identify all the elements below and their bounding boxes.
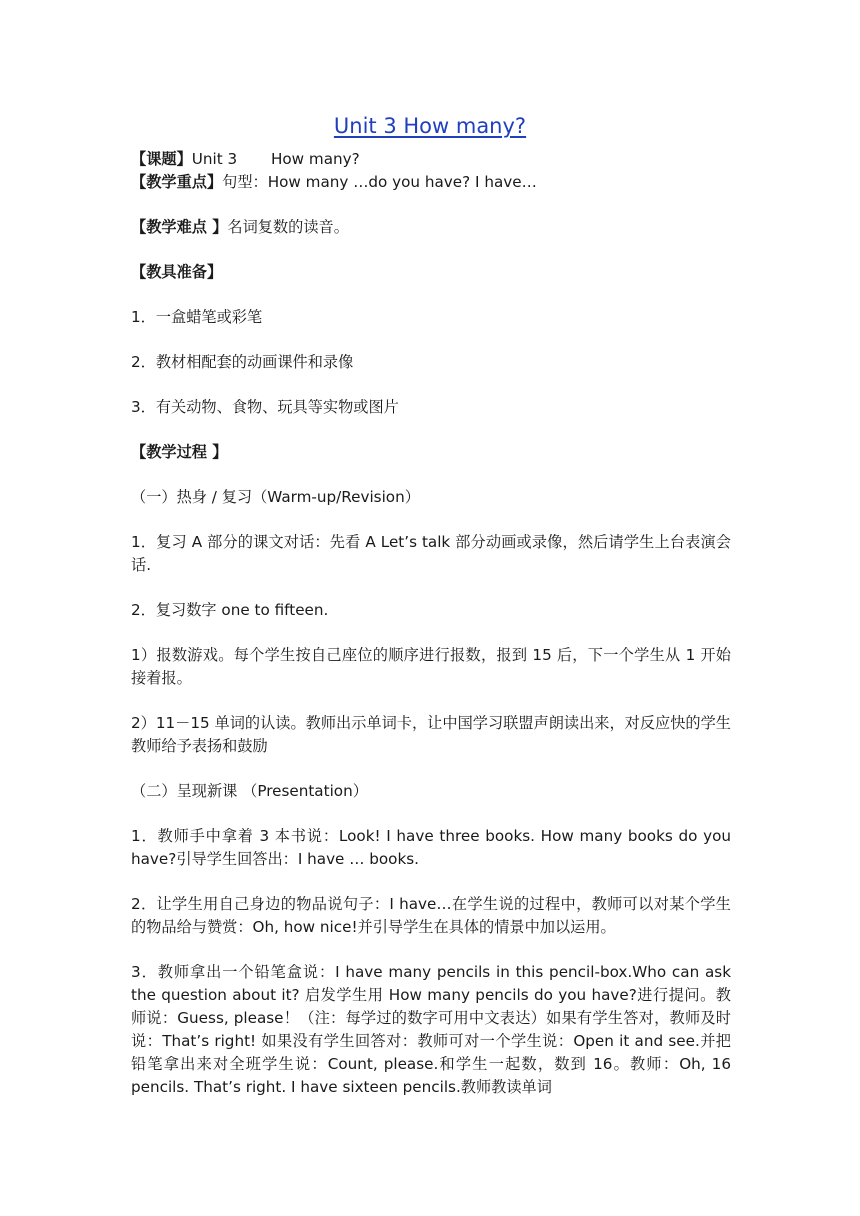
process-heading: 【教学过程 】	[131, 443, 228, 461]
materials-item: 2．教材相配套的动画课件和录像	[131, 353, 354, 371]
presentation-heading: （二）呈现新课 （Presentation）	[131, 782, 368, 800]
presentation-item-3: 3．教师拿出一个铅笔盒说：I have many pencils in this pencil-box.Who can ask the question about it? 启发学生用 How many pencils do you have?进行提问。教师说：Guess, please！（注：每学过的数字可用中文表达）如果有学生答对，教师及时说：That’s right! 如果没有学生回答对：教师可对一个学生说：Open it and see.并把铅笔拿出来对全班学生说：Count, please.和学生一起数，数到 16。教师：Oh, 16 pencils. That’s right. I have sixteen pencils.教师教读单词	[131, 963, 731, 1096]
key-points-label: 【教学重点】	[131, 173, 223, 191]
key-points-text: 句型：How many …do you have? I have…	[222, 173, 537, 191]
difficulties-text: 名词复数的读音。	[227, 218, 349, 236]
topic-label: 【课题】	[131, 150, 192, 168]
materials-item: 1．一盒蜡笔或彩笔	[131, 308, 263, 326]
materials-heading: 【教具准备】	[131, 263, 223, 281]
topic-text: Unit 3 How many?	[191, 150, 360, 168]
warmup-item-2: 2．复习数字 one to fifteen.	[131, 601, 329, 619]
key-points-line	[131, 171, 731, 194]
topic-line	[131, 148, 731, 171]
warmup-item-1: 1．复习 A 部分的课文对话：先看 A Let’s talk 部分动画或录像，然后请学生上台表演会话.	[131, 533, 731, 574]
warmup-sub-2: 2）11－15 单词的认读。教师出示单词卡，让中国学习联盟声朗读出来，对反应快的学生教师给予表扬和鼓励	[131, 714, 731, 755]
page-title[interactable]: Unit 3 How many?	[333, 114, 527, 138]
presentation-item-2: 2．让学生用自己身边的物品说句子：I have…在学生说的过程中，教师可以对某个学生的物品给与赞赏：Oh, how nice!并引导学生在具体的情景中加以运用。	[131, 895, 731, 936]
difficulties-line	[131, 216, 731, 239]
materials-item: 3．有关动物、食物、玩具等实物或图片	[131, 398, 399, 416]
document-body	[131, 148, 731, 1099]
warmup-sub-1: 1）报数游戏。每个学生按自己座位的顺序进行报数，报到 15 后，下一个学生从 1 开始接着报。	[131, 646, 731, 687]
warmup-heading: （一）热身 / 复习（Warm-up/Revision）	[131, 488, 420, 506]
presentation-item-1: 1．教师手中拿着 3 本书说：Look! I have three books. How many books do you have?引导学生回答出：I have … books.	[131, 827, 731, 868]
difficulties-label: 【教学难点 】	[131, 218, 228, 236]
